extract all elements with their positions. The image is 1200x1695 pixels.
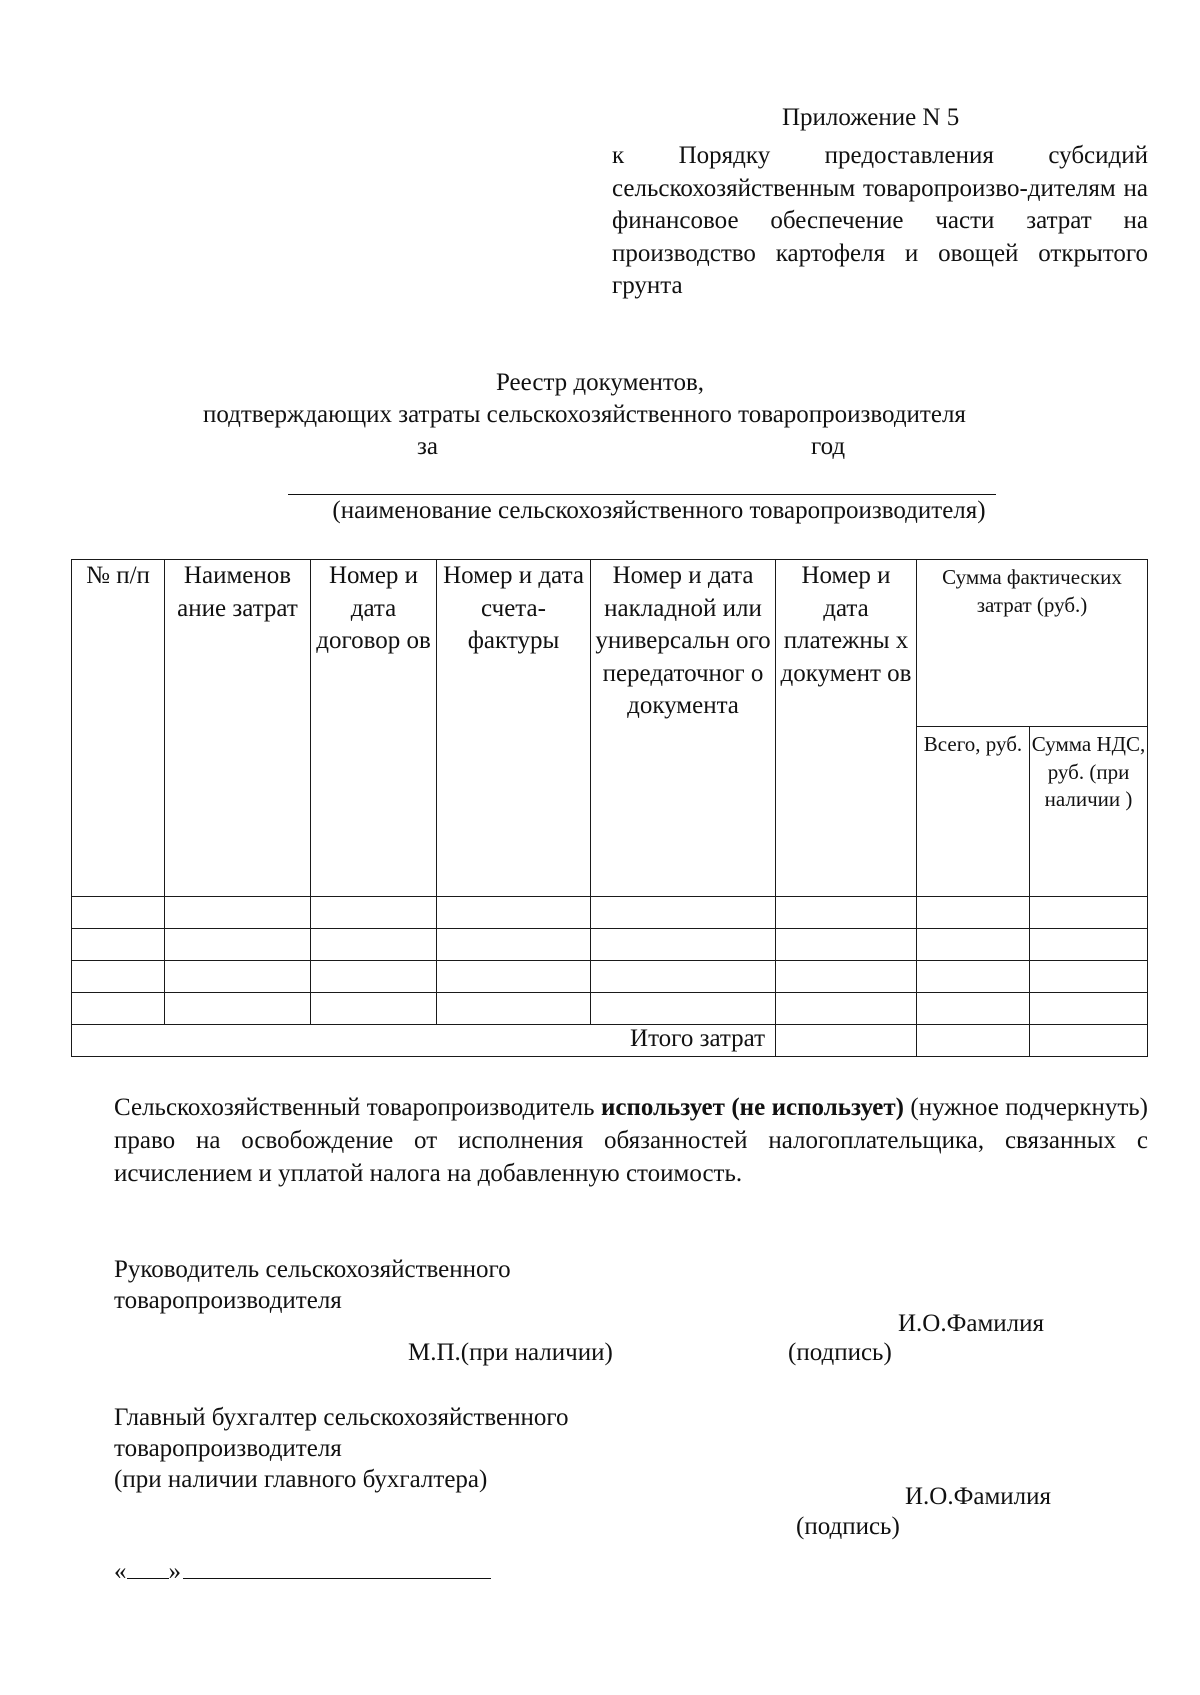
table-cell[interactable] bbox=[591, 961, 776, 993]
accountant-title-line1: Главный бухгалтер сельскохозяйственного bbox=[114, 1404, 569, 1431]
registry-title: Реестр документов, bbox=[495, 369, 705, 396]
head-title-line2: товаропроизводителя bbox=[114, 1287, 342, 1314]
table-cell[interactable] bbox=[165, 929, 311, 961]
table-cell[interactable] bbox=[776, 929, 917, 961]
registry-table bbox=[71, 559, 1148, 1057]
header-cost-name: Наименов ание затрат bbox=[165, 560, 311, 897]
table-cell[interactable] bbox=[917, 993, 1030, 1025]
statement-part1: Сельскохозяйственный товаропроизводитель bbox=[114, 1094, 601, 1121]
table-total-row bbox=[72, 1025, 1148, 1057]
table-row bbox=[72, 993, 1148, 1025]
table-cell[interactable] bbox=[72, 929, 165, 961]
appendix-reference: к Порядку предоставления субсидий сельскохозяйственным товаропроизво-дителям на финансовое обеспечение части затрат на производство картофеля и овощей открытого грунта bbox=[612, 142, 1148, 299]
table-cell[interactable] bbox=[917, 961, 1030, 993]
table-cell[interactable] bbox=[311, 961, 437, 993]
producer-name-line[interactable] bbox=[288, 494, 996, 495]
table-cell[interactable] bbox=[311, 897, 437, 929]
header-number: № п/п bbox=[72, 560, 165, 897]
table-cell[interactable] bbox=[437, 961, 591, 993]
accountant-title-line3: (при наличии главного бухгалтера) bbox=[114, 1466, 488, 1493]
accountant-signature[interactable]: (подпись) bbox=[796, 1513, 900, 1540]
table-cell[interactable] bbox=[311, 929, 437, 961]
total-sum-cell[interactable] bbox=[917, 1025, 1030, 1057]
total-vat-cell[interactable] bbox=[1030, 1025, 1148, 1057]
date-month-year-blank[interactable] bbox=[183, 1556, 491, 1579]
table-cell[interactable] bbox=[776, 897, 917, 929]
registry-subtitle: подтверждающих затраты сельскохозяйственного товаропроизводителя bbox=[203, 401, 966, 428]
accountant-title-line2: товаропроизводителя bbox=[114, 1435, 342, 1462]
table-cell[interactable] bbox=[72, 897, 165, 929]
table-cell[interactable] bbox=[72, 993, 165, 1025]
table-cell[interactable] bbox=[437, 929, 591, 961]
stamp-label: М.П.(при наличии) bbox=[408, 1339, 613, 1366]
header-sum-vat: Сумма НДС, руб. (при наличии ) bbox=[1030, 727, 1148, 897]
table-cell[interactable] bbox=[311, 993, 437, 1025]
table-row bbox=[72, 929, 1148, 961]
table-cell[interactable] bbox=[1030, 897, 1148, 929]
vat-exemption-statement bbox=[114, 1091, 1148, 1190]
date-field[interactable] bbox=[114, 1556, 491, 1587]
table-cell[interactable] bbox=[72, 961, 165, 993]
table-cell[interactable] bbox=[165, 897, 311, 929]
table-cell[interactable] bbox=[917, 929, 1030, 961]
table-cell[interactable] bbox=[591, 897, 776, 929]
period-suffix: год bbox=[811, 433, 846, 460]
table-cell[interactable] bbox=[1030, 961, 1148, 993]
table-cell[interactable] bbox=[1030, 993, 1148, 1025]
table-cell[interactable] bbox=[1030, 929, 1148, 961]
table-row bbox=[72, 897, 1148, 929]
table-cell[interactable] bbox=[165, 993, 311, 1025]
table-cell[interactable] bbox=[776, 961, 917, 993]
table-row bbox=[72, 961, 1148, 993]
total-payment-cell[interactable] bbox=[776, 1025, 917, 1057]
head-fio: И.О.Фамилия bbox=[898, 1310, 1045, 1337]
header-payment-docs: Номер и дата платежны х документ ов bbox=[776, 560, 917, 897]
appendix-title: Приложение N 5 bbox=[782, 104, 960, 131]
table-cell[interactable] bbox=[165, 961, 311, 993]
period-prefix: за bbox=[417, 433, 438, 460]
statement-part2: (нужное подчеркнуть) право на освобождение от исполнения обязанностей налогоплательщика, связанных с исчислением и уплатой налога на добавленную стоимость. bbox=[114, 1094, 1148, 1187]
header-sum-group: Сумма фактических затрат (руб.) bbox=[917, 560, 1148, 727]
head-signature[interactable]: (подпись) bbox=[788, 1339, 892, 1366]
table-cell[interactable] bbox=[437, 993, 591, 1025]
table-cell[interactable] bbox=[917, 897, 1030, 929]
header-waybill: Номер и дата накладной или универсальн ого передаточног о документа bbox=[591, 560, 776, 897]
producer-name-caption: (наименование сельскохозяйственного товаропроизводителя) bbox=[332, 497, 986, 524]
header-invoice: Номер и дата счета-фактуры bbox=[437, 560, 591, 897]
date-day-blank[interactable] bbox=[127, 1556, 169, 1579]
table-cell[interactable] bbox=[437, 897, 591, 929]
accountant-fio: И.О.Фамилия bbox=[905, 1483, 1052, 1510]
table-cell[interactable] bbox=[591, 993, 776, 1025]
statement-bold[interactable]: использует (не использует) bbox=[600, 1094, 904, 1121]
table-cell[interactable] bbox=[591, 929, 776, 961]
date-open-quote: « bbox=[114, 1558, 127, 1585]
header-contract: Номер и дата договор ов bbox=[311, 560, 437, 897]
table-header-row bbox=[72, 560, 1148, 727]
table-cell[interactable] bbox=[776, 993, 917, 1025]
total-label: Итого затрат bbox=[72, 1025, 776, 1057]
date-close-quote: » bbox=[168, 1558, 181, 1585]
header-sum-total: Всего, руб. bbox=[917, 727, 1030, 897]
head-title-line1: Руководитель сельскохозяйственного bbox=[114, 1256, 511, 1283]
